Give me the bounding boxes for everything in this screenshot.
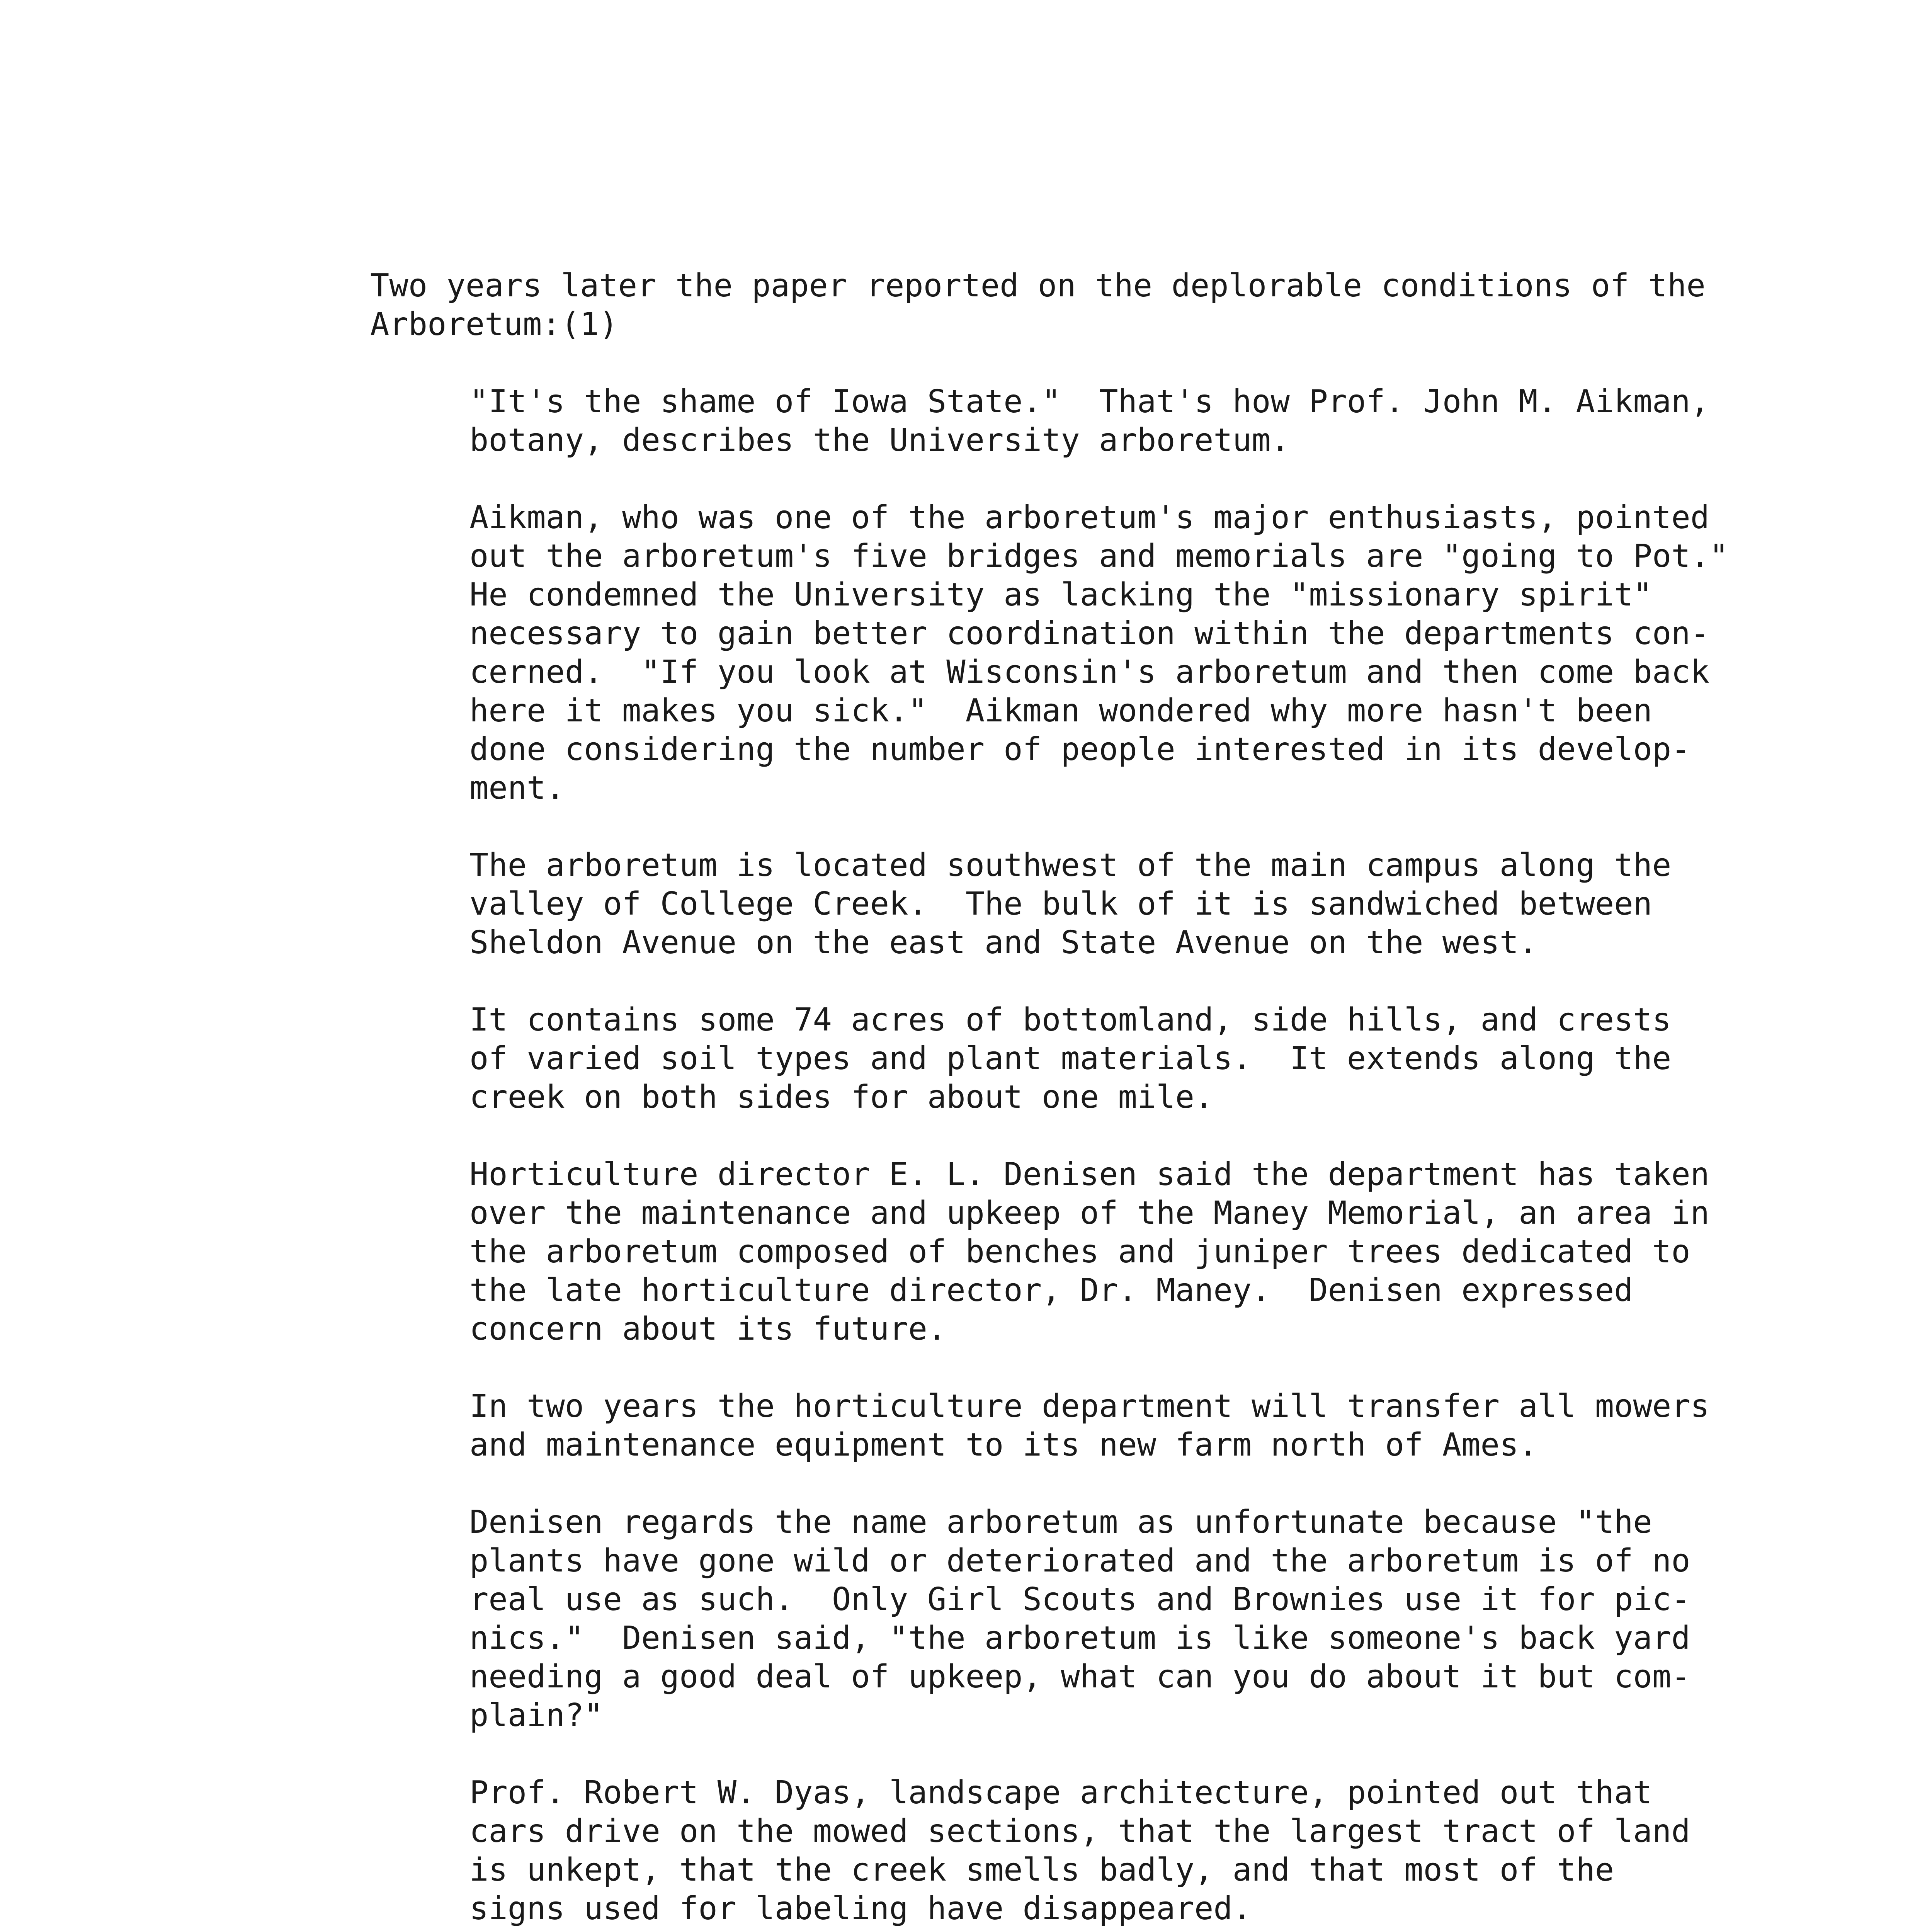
quote-line: of varied soil types and plant materials. It extends along the — [469, 1040, 1672, 1077]
quote-line: botany, describes the University arboretum. — [469, 422, 1290, 459]
quote-line: ment. — [469, 770, 565, 806]
quote-line: Horticulture director E. L. Denisen said the department has taken — [469, 1156, 1709, 1193]
quote-line: over the maintenance and upkeep of the Maney Memorial, an area in — [469, 1195, 1709, 1231]
quote-line: concern about its future. — [469, 1311, 947, 1347]
quote-line: cerned. "If you look at Wisconsin's arboretum and then come back — [469, 654, 1709, 690]
quote-line: The arboretum is located southwest of the main campus along the — [469, 847, 1672, 884]
quote-line: He condemned the University as lacking the "missionary spirit" — [469, 577, 1652, 613]
quote-line: Prof. Robert W. Dyas, landscape architecture, pointed out that — [469, 1774, 1652, 1811]
quote-line: Sheldon Avenue on the east and State Avenue on the west. — [469, 924, 1538, 961]
quote-line: It contains some 74 acres of bottomland, side hills, and crests — [469, 1002, 1672, 1038]
quote-line: out the arboretum's five bridges and memorials are "going to Pot." — [469, 538, 1729, 575]
intro-line: Two years later the paper reported on the deplorable conditions of the — [370, 267, 1706, 304]
quote-line: plants have gone wild or deteriorated and the arboretum is of no — [469, 1543, 1690, 1579]
quote-line: Aikman, who was one of the arboretum's major enthusiasts, pointed — [469, 499, 1709, 536]
quote-line: the late horticulture director, Dr. Maney. Denisen expressed — [469, 1272, 1633, 1309]
quote-line: done considering the number of people interested in its develop- — [469, 731, 1690, 768]
quote-line: the arboretum composed of benches and juniper trees dedicated to — [469, 1233, 1690, 1270]
quote-line: valley of College Creek. The bulk of it is sandwiched between — [469, 886, 1652, 922]
quote-line: needing a good deal of upkeep, what can you do about it but com- — [469, 1658, 1690, 1695]
quote-line: real use as such. Only Girl Scouts and Brownies use it for pic- — [469, 1581, 1690, 1618]
quote-line: Denisen regards the name arboretum as unfortunate because "the — [469, 1504, 1652, 1541]
quote-line: necessary to gain better coordination within the departments con- — [469, 615, 1709, 652]
quote-line: here it makes you sick." Aikman wondered why more hasn't been — [469, 692, 1652, 729]
quote-line: signs used for labeling have disappeared. — [469, 1890, 1252, 1927]
quote-line: and maintenance equipment to its new farm north of Ames. — [469, 1427, 1538, 1463]
quote-line: "It's the shame of Iowa State." That's how Prof. John M. Aikman, — [469, 383, 1709, 420]
quote-line: is unkept, that the creek smells badly, and that most of the — [469, 1852, 1614, 1888]
quote-line: cars drive on the mowed sections, that the largest tract of land — [469, 1813, 1690, 1850]
quote-line: nics." Denisen said, "the arboretum is like someone's back yard — [469, 1620, 1690, 1656]
quote-line: creek on both sides for about one mile. — [469, 1079, 1214, 1116]
quote-line: In two years the horticulture department will transfer all mowers — [469, 1388, 1709, 1425]
intro-line: Arboretum:(1) — [370, 306, 618, 343]
quote-line: plain?" — [469, 1697, 603, 1734]
